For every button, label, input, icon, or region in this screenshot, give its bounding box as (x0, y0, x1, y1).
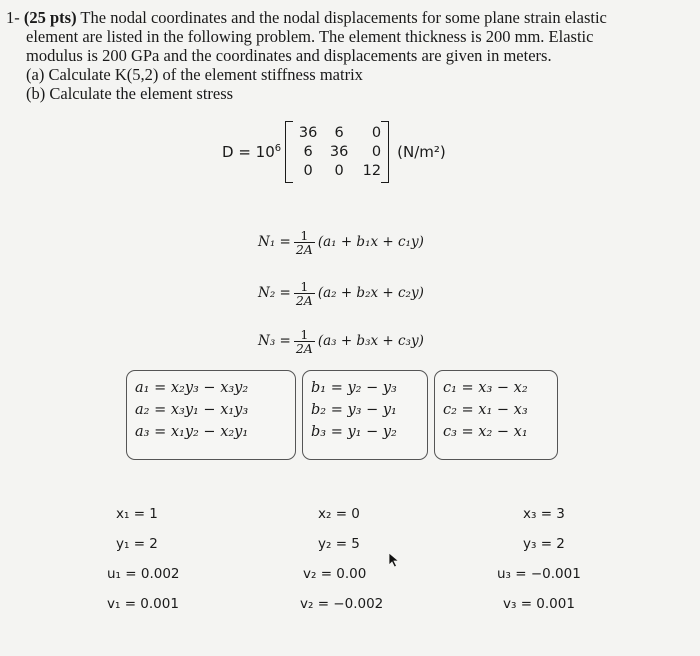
left-bracket (285, 121, 293, 183)
fraction-denominator: 2A (295, 241, 313, 257)
d-lhs-text: D = 10 (222, 143, 275, 161)
b1-formula: b₁ = y₂ − y₃ (311, 380, 397, 396)
node1-y: y₁ = 2 (116, 536, 158, 552)
c2-formula: c₂ = x₁ − x₃ (443, 402, 528, 418)
a2-formula: a₂ = x₃y₁ − x₁y₃ (135, 402, 249, 418)
a1-formula: a₁ = x₂y₃ − x₃y₂ (135, 380, 249, 396)
c1-formula: c₁ = x₃ − x₂ (443, 380, 528, 396)
matrix-cell: 36 (329, 143, 349, 160)
node3-v: v₃ = 0.001 (503, 596, 575, 612)
mouse-cursor-icon (388, 552, 400, 568)
node1-u: u₁ = 0.002 (107, 566, 180, 582)
fraction (294, 280, 315, 307)
matrix-cell: 36 (298, 124, 318, 141)
a3-formula: a₃ = x₁y₂ − x₂y₁ (135, 424, 249, 440)
problem-text-1: The nodal coordinates and the nodal displacements for some plane strain elastic (80, 8, 607, 27)
node3-u: u₃ = −0.001 (497, 566, 581, 582)
matrix-cell: 6 (303, 143, 313, 160)
fraction-denominator: 2A (295, 340, 313, 356)
shape-function-expression: (a₃ + b₃x + c₃y) (317, 333, 424, 349)
matrix-cell: 6 (334, 124, 344, 141)
problem-text-3: modulus is 200 GPa and the coordinates and displacements are given in meters. (26, 46, 552, 65)
part-a: (a) Calculate K(5,2) of the element stiffness matrix (26, 65, 363, 84)
b3-formula: b₃ = y₁ − y₂ (311, 424, 397, 440)
fraction-numerator: 1 (300, 227, 309, 243)
c-coefficients-box (434, 370, 558, 460)
node2-u: v₂ = 0.00 (303, 566, 367, 582)
problem-text-2: element are listed in the following problem. The element thickness is 200 mm. Elastic (26, 27, 594, 46)
node3-x: x₃ = 3 (523, 506, 565, 522)
d-matrix (222, 120, 446, 184)
node2-y: y₂ = 5 (318, 536, 360, 552)
shape-function-n2 (258, 277, 424, 309)
d-exponent: 6 (274, 143, 282, 154)
node3-y: y₃ = 2 (523, 536, 565, 552)
matrix-cell: 0 (334, 162, 344, 179)
problem-number: 1- (6, 8, 20, 27)
b2-formula: b₂ = y₃ − y₁ (311, 402, 397, 418)
fraction (294, 328, 315, 355)
shape-function-expression: (a₂ + b₂x + c₂y) (317, 285, 424, 301)
shape-function-n3 (258, 325, 424, 357)
b-coefficients-box (302, 370, 428, 460)
problem-points: (25 pts) (23, 8, 77, 27)
fraction-numerator: 1 (300, 278, 309, 294)
shape-function-n1 (258, 226, 424, 258)
shape-function-label: N₁ = (258, 234, 291, 250)
right-bracket (381, 121, 389, 183)
shape-function-label: N₃ = (258, 333, 291, 349)
matrix-grid (293, 124, 381, 181)
node2-v: v₂ = −0.002 (300, 596, 384, 612)
fraction-numerator: 1 (300, 326, 309, 342)
d-matrix-lhs (222, 143, 281, 161)
matrix-cell: 0 (371, 143, 382, 160)
part-b: (b) Calculate the element stress (26, 84, 234, 103)
d-matrix-unit: (N/m²) (397, 143, 446, 161)
problem-line-1 (6, 8, 696, 27)
a-coefficients-box (126, 370, 296, 460)
c3-formula: c₃ = x₂ − x₁ (443, 424, 528, 440)
node2-x: x₂ = 0 (318, 506, 360, 522)
problem-statement (6, 8, 696, 103)
shape-function-label: N₂ = (258, 285, 291, 301)
fraction (294, 229, 315, 256)
fraction-denominator: 2A (295, 292, 313, 308)
matrix-cell: 12 (362, 162, 382, 179)
node1-x: x₁ = 1 (116, 506, 158, 522)
shape-function-expression: (a₁ + b₁x + c₁y) (317, 234, 424, 250)
matrix-cell: 0 (371, 124, 382, 141)
node1-v: v₁ = 0.001 (107, 596, 179, 612)
matrix-cell: 0 (303, 162, 313, 179)
